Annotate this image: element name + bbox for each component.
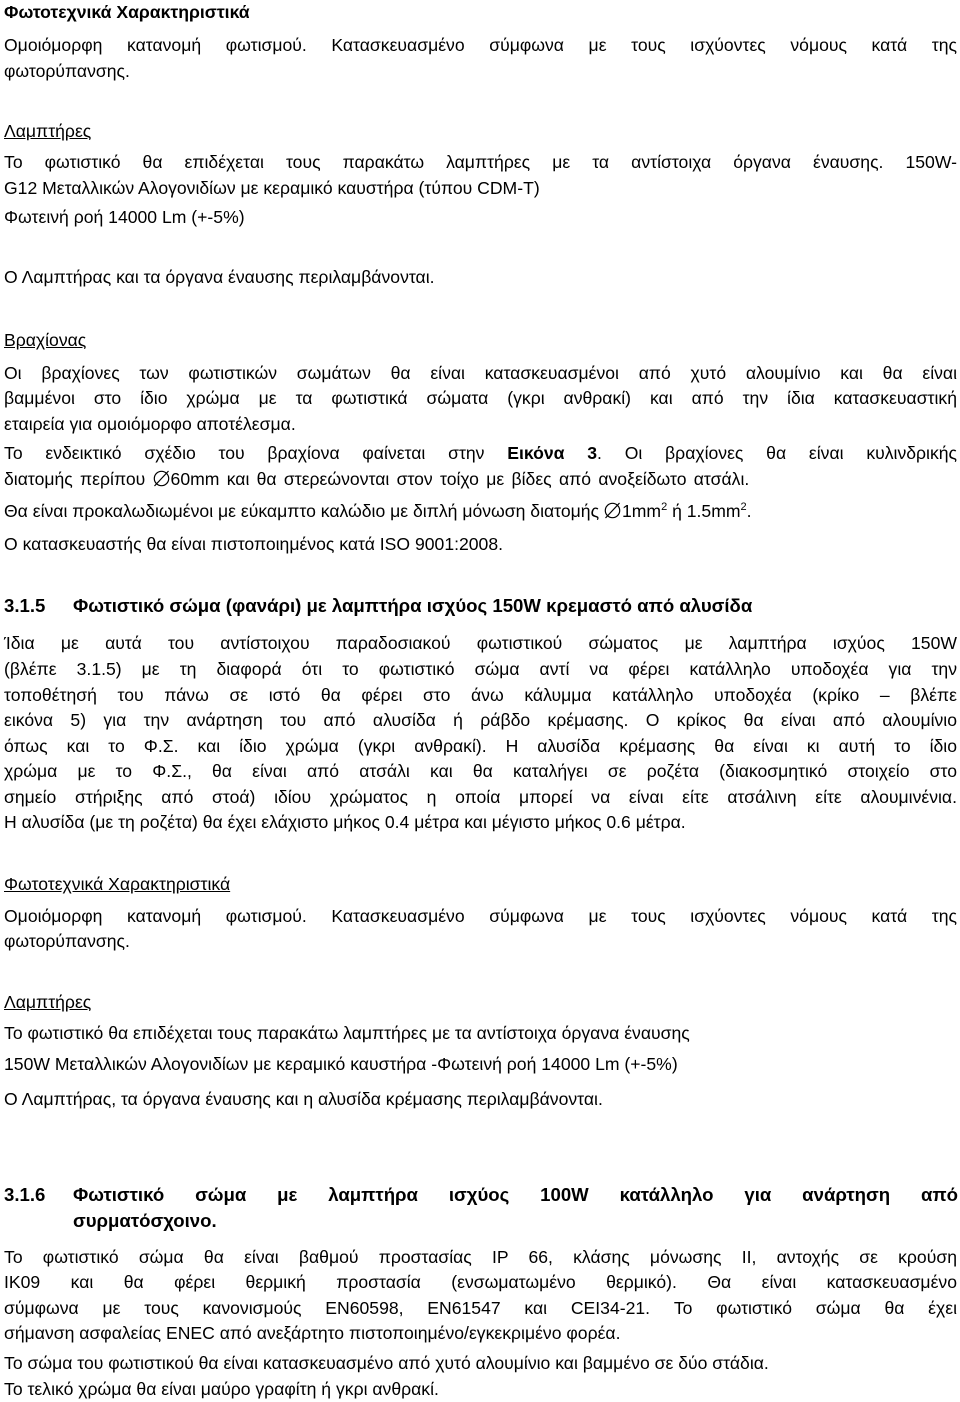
paragraph-line: εταιρεία για ομοιόμορφο αποτέλεσμα. bbox=[4, 414, 296, 434]
paragraph-line: Το φωτιστικό σώμα θα είναι βαθμού προστασίας IP 66, κλάσης μόνωσης ΙΙ, αντοχής σε κρούση bbox=[4, 1247, 957, 1267]
figure-reference: Εικόνα 3 bbox=[507, 443, 598, 463]
section-title: Φωτιστικό σώμα (φανάρι) με λαμπτήρα ισχύος 150W κρεμαστό από αλυσίδα bbox=[73, 595, 753, 616]
section-heading-316 bbox=[4, 1184, 958, 1206]
paragraph-line: Ίδια με αυτά του αντίστοιχου παραδοσιακού φωτιστικού σώματος με λαμπτήρα ισχύος 150W bbox=[4, 633, 957, 653]
paragraph-line: Το σώμα του φωτιστικού θα είναι κατασκευασμένο από χυτό αλουμίνιο και βαμμένο σε δύο στάδια. bbox=[4, 1353, 769, 1373]
paragraph-line: G12 Μεταλλικών Αλογονιδίων με κεραμικό καυστήρα (τύπου CDM-T) bbox=[4, 178, 540, 198]
diameter-icon bbox=[604, 502, 621, 519]
section-number: 3.1.6 bbox=[4, 1184, 46, 1205]
paragraph-line: Ο Λαμπτήρας και τα όργανα έναυσης περιλαμβάνονται. bbox=[4, 267, 435, 287]
heading-lamps-1: Λαμπτήρες bbox=[4, 121, 92, 141]
paragraph-line: διατομής περίπου 60mm και θα στερεώνονται στον τοίχο με βίδες από ανοξείδωτο ατσάλι. bbox=[4, 469, 750, 489]
paragraph-line: Το φωτιστικό θα επιδέχεται τους παρακάτω λαμπτήρες με τα αντίστοιχα όργανα έναυσης. 150W- bbox=[4, 152, 957, 172]
paragraph-line: σύμφωνα με τους κανονισμούς EN60598, EN61547 και CEI34-21. Το φωτιστικό σώμα θα έχει bbox=[4, 1298, 957, 1318]
paragraph-line: χρώμα με το Φ.Σ., θα είναι από ατσάλι και θα καταλήγει σε ροζέτα (διακοσμητικό στοιχείο στο bbox=[4, 761, 957, 781]
paragraph-line: Οι βραχίονες των φωτιστικών σωμάτων θα είναι κατασκευασμένοι από χυτό αλουμίνιο και θα είναι bbox=[4, 363, 957, 383]
section-title-continued: συρματόσχοινο. bbox=[73, 1210, 217, 1231]
paragraph-line: σημείο στήριξης από στοά) ιδίου χρώματος η οποία μπορεί να είναι είτε ατσάλινη είτε αλουμινένια. bbox=[4, 787, 957, 807]
heading-photometric-2: Φωτοτεχνικά Χαρακτηριστικά bbox=[4, 874, 231, 894]
paragraph-line: ΙΚ09 και θα φέρει θερμική προστασία (ενσωματωμένο θερμικό). Θα είναι κατασκευασμένο bbox=[4, 1272, 957, 1292]
diameter-icon bbox=[153, 470, 170, 487]
paragraph-line: Το ενδεικτικό σχέδιο του βραχίονα φαίνεται στην Εικόνα 3. Οι βραχίονες θα είναι κυλινδρικής bbox=[4, 443, 958, 463]
paragraph-line: Η αλυσίδα (με τη ροζέτα) θα έχει ελάχιστο μήκος 0.4 μέτρα και μέγιστο μήκος 0.6 μέτρα. bbox=[4, 812, 686, 832]
paragraph-line: Ομοιόμορφη κατανομή φωτισμού. Κατασκευασμένο σύμφωνα με τους ισχύοντες νόμους κατά της bbox=[4, 906, 957, 926]
paragraph-line: εικόνα 5) για την ανάρτηση του από αλυσίδα ή ράβδο κρέμασης. Ο κρίκος θα είναι από αλουμίνιο bbox=[4, 710, 957, 730]
section-heading-315 bbox=[4, 595, 752, 617]
paragraph-line: σήμανση ασφαλείας ENEC από ανεξάρτητο πιστοποιημένο/εγκεκριμένο φορέα. bbox=[4, 1323, 621, 1343]
heading-lamps-2: Λαμπτήρες bbox=[4, 992, 92, 1012]
paragraph-line: 150W Μεταλλικών Αλογονιδίων με κεραμικό καυστήρα -Φωτεινή ροή 14000 Lm (+-5%) bbox=[4, 1054, 678, 1074]
paragraph-line: (βλέπε 3.1.5) με τη διαφορά ότι το φωτιστικό σώμα αντί να φέρει κατάλληλο υποδοχέα για την bbox=[4, 659, 957, 679]
paragraph-line: Ομοιόμορφη κατανομή φωτισμού. Κατασκευασμένο σύμφωνα με τους ισχύοντες νόμους κατά της bbox=[4, 35, 957, 55]
paragraph-line: Το τελικό χρώμα θα είναι μαύρο γραφίτη ή γκρι ανθρακί. bbox=[4, 1379, 439, 1399]
paragraph-line: Ο Λαμπτήρας, τα όργανα έναυσης και η αλυσίδα κρέμασης περιλαμβάνονται. bbox=[4, 1089, 603, 1109]
paragraph-line: όπως και το Φ.Σ. και ίδιο χρώμα (γκρι ανθρακί). Η αλυσίδα κρέμασης θα είναι κι αυτή το ίδιο bbox=[4, 736, 957, 756]
section-number: 3.1.5 bbox=[4, 595, 46, 616]
section-title: Φωτιστικό σώμα με λαμπτήρα ισχύος 100W κατάλληλο για ανάρτηση από bbox=[73, 1184, 958, 1205]
paragraph-line: Το φωτιστικό θα επιδέχεται τους παρακάτω λαμπτήρες με τα αντίστοιχα όργανα έναυσης bbox=[4, 1023, 690, 1043]
paragraph-line: Θα είναι προκαλωδιωμένοι με εύκαμπτο καλώδιο με διπλή μόνωση διατομής $1mm^2$ ή $1.5mm^2$. bbox=[4, 501, 752, 521]
paragraph-line: τοποθέτησή του πάνω σε ιστό θα φέρει στο άνω κάλυμμα κατάλληλο υποδοχέα (κρίκο – βλέπε bbox=[4, 685, 957, 705]
paragraph-line: φωτορύπανσης. bbox=[4, 61, 130, 81]
paragraph-line: Ο κατασκευαστής θα είναι πιστοποιημένος κατά ISO 9001:2008. bbox=[4, 534, 504, 554]
heading-bracket: Βραχίονας bbox=[4, 330, 87, 350]
paragraph-line: Φωτεινή ροή 14000 Lm (+-5%) bbox=[4, 207, 245, 227]
heading-photometric-1: Φωτοτεχνικά Χαρακτηριστικά bbox=[4, 2, 250, 22]
paragraph-line: βαμμένοι στο ίδιο χρώμα με τα φωτιστικά σώματα (γκρι ανθρακί) και από την ίδια κατασκευαστική bbox=[4, 388, 957, 408]
paragraph-line: φωτορύπανσης. bbox=[4, 931, 130, 951]
